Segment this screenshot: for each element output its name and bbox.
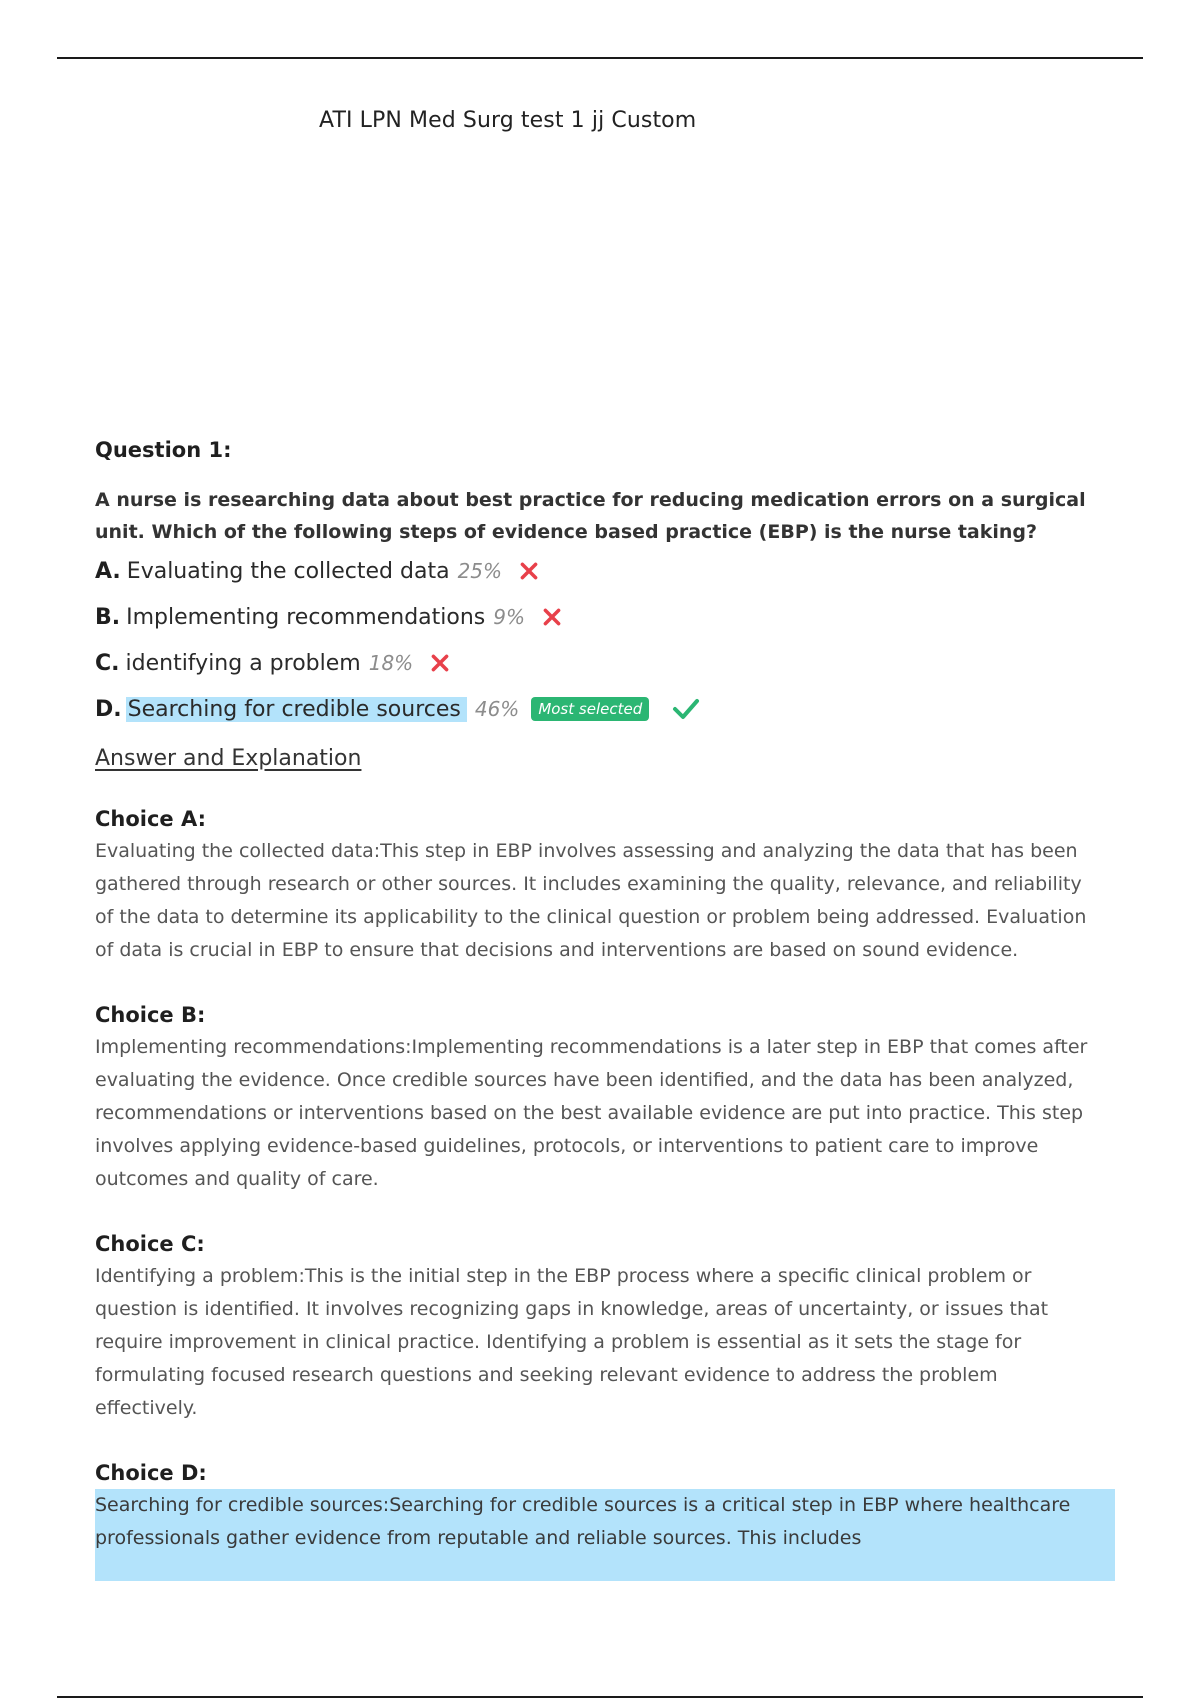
option-c[interactable] — [95, 640, 1105, 686]
most-selected-badge: Most selected — [531, 697, 649, 721]
choice-body: Evaluating the collected data:This step in EBP involves assessing and analyzing the data that has been gathered through research or other sources. It includes examining the quality, relevance, and reliability of the data to determine its applicability to the clinical question or problem being addressed. Evaluation of data is crucial in EBP to ensure that decisions and interventions are based on sound evidence. — [95, 840, 1087, 961]
option-percent: 9% — [493, 605, 525, 629]
option-letter: C. — [95, 650, 120, 676]
choice-body-highlighted: Searching for credible sources:Searching for credible sources is a critical step in EBP where healthcare professionals gather evidence from reputable and reliable sources. This includes — [95, 1489, 1115, 1581]
explanation-choice-b — [95, 1003, 1105, 1196]
option-text: Evaluating the collected data — [126, 558, 450, 584]
top-rule — [57, 57, 1143, 59]
option-letter: A. — [95, 558, 121, 584]
option-percent: 46% — [474, 697, 520, 721]
choice-heading: Choice C: — [95, 1232, 205, 1256]
option-d[interactable] — [95, 686, 1105, 732]
explanation-choice-a — [95, 807, 1105, 967]
question-content — [95, 438, 1105, 1581]
option-b[interactable] — [95, 594, 1105, 640]
choice-heading: Choice D: — [95, 1461, 207, 1485]
answer-explanation-link[interactable]: Answer and Explanation — [95, 746, 362, 771]
option-text-highlighted: Searching for credible sources — [126, 697, 467, 722]
option-text: Implementing recommendations — [126, 604, 486, 630]
choice-body: Identifying a problem:This is the initial step in the EBP process where a specific clinical problem or question is identified. It involves recognizing gaps in knowledge, areas of uncertainty, or issues that require improvement in clinical practice. Identifying a problem is essential as it sets the stage for formulating focused research questions and seeking relevant evidence to address the problem effectively. — [95, 1265, 1049, 1419]
choice-heading: Choice B: — [95, 1003, 206, 1027]
option-text: identifying a problem — [125, 650, 361, 676]
incorrect-x-icon — [541, 606, 563, 628]
correct-check-icon — [671, 696, 701, 722]
question-number: Question 1: — [95, 438, 232, 462]
choice-heading: Choice A: — [95, 807, 207, 831]
incorrect-x-icon — [429, 652, 451, 674]
question-text: A nurse is researching data about best practice for reducing medication errors on a surgical unit. Which of the following steps of evidence based practice (EBP) is the nurse taking? — [95, 489, 1086, 543]
option-letter: D. — [95, 696, 122, 722]
explanation-choice-c — [95, 1232, 1105, 1425]
choice-body: Implementing recommendations:Implementing recommendations is a later step in EBP that comes after evaluating the evidence. Once credible sources have been identified, and the data has been analyzed, recommendations or interventions based on the best available evidence are put into practice. This step involves applying evidence-based guidelines, protocols, or interventions to patient care to improve outcomes and quality of care. — [95, 1036, 1088, 1190]
answer-options — [95, 548, 1105, 732]
option-a[interactable] — [95, 548, 1105, 594]
option-percent: 25% — [457, 559, 503, 583]
document-title: ATI LPN Med Surg test 1 jj Custom — [319, 108, 697, 133]
bottom-rule — [57, 1696, 1143, 1698]
explanation-choice-d — [95, 1461, 1105, 1581]
option-letter: B. — [95, 604, 121, 630]
incorrect-x-icon — [518, 560, 540, 582]
option-percent: 18% — [368, 651, 414, 675]
